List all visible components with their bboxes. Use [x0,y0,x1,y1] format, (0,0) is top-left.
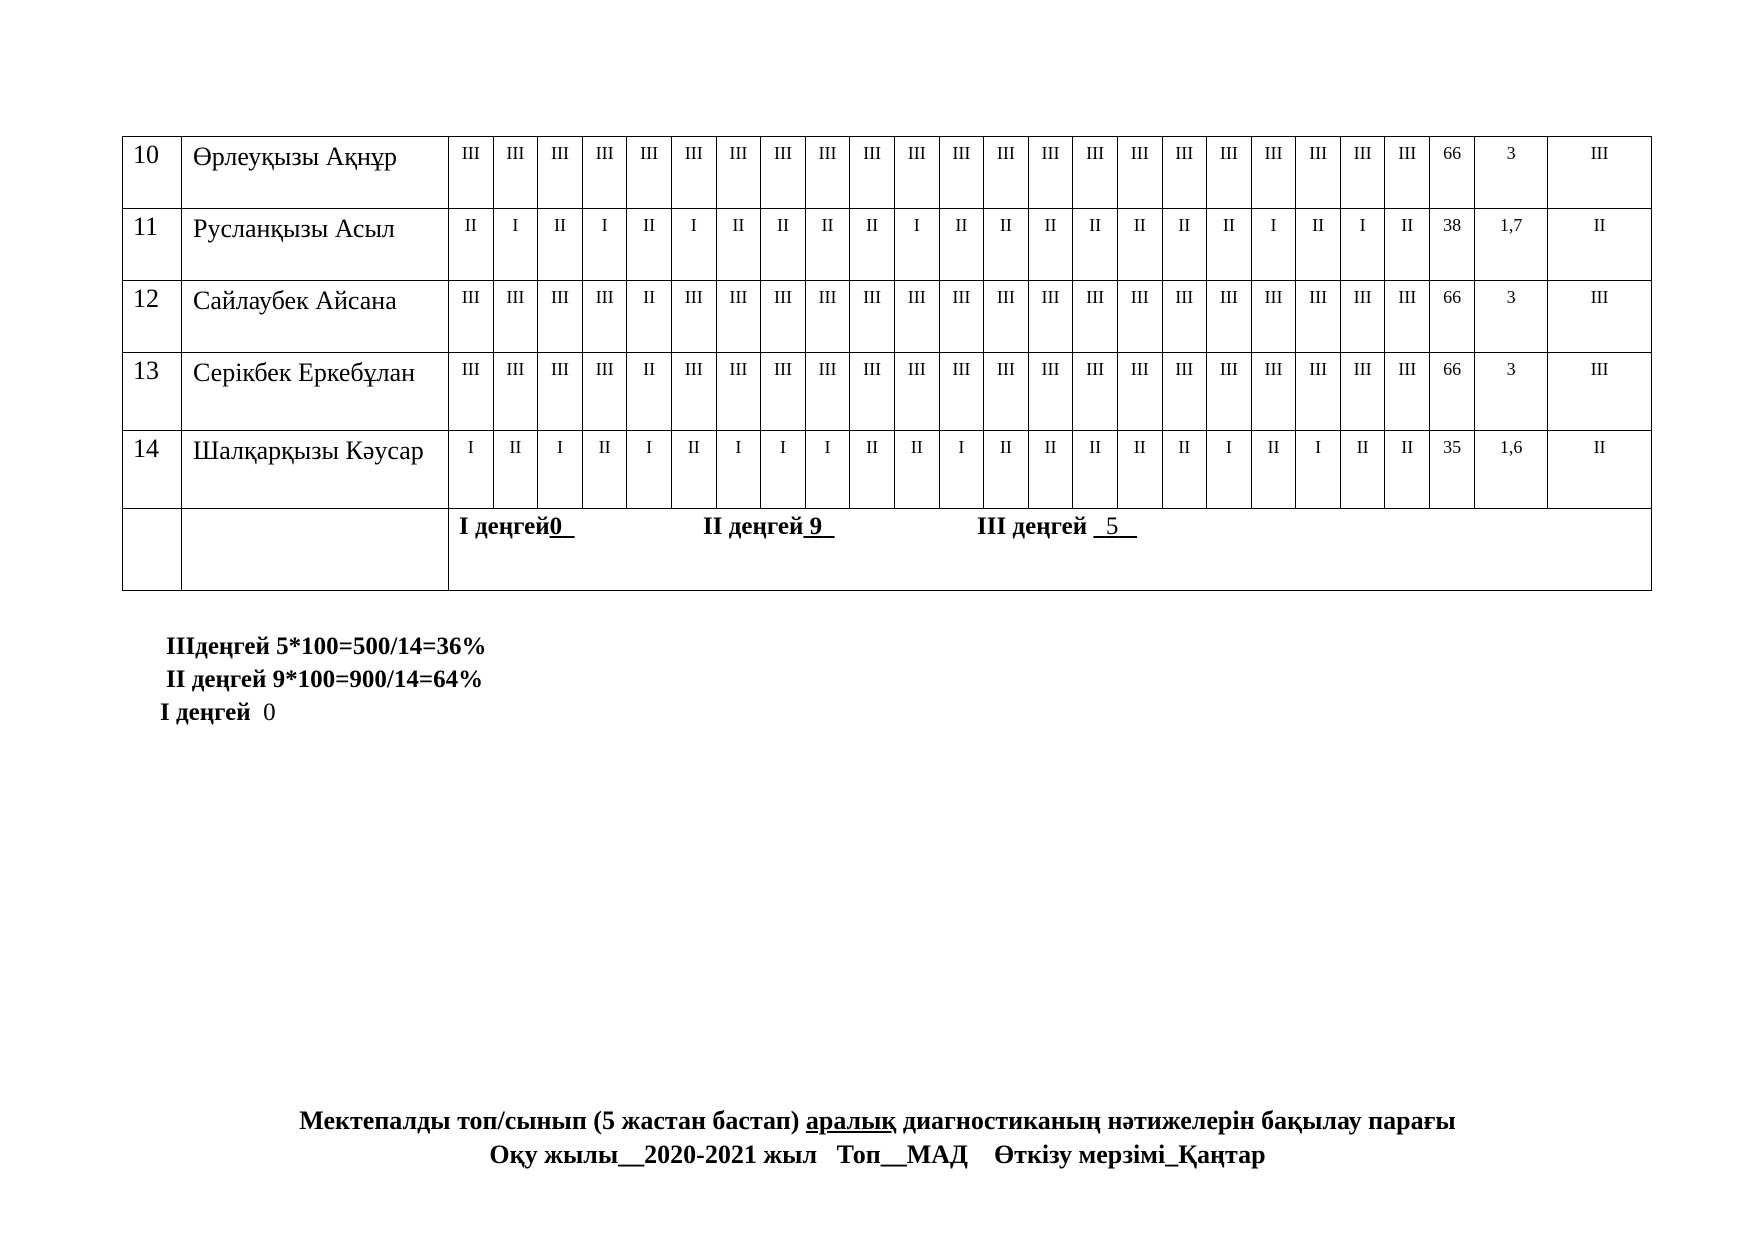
mark-cell: I [1207,431,1252,509]
calc-level-1-value: 0 [263,699,276,726]
mark-cell: III [1028,281,1073,353]
mark-cell: III [716,353,761,431]
row-number: 12 [123,281,182,353]
mark-cell: III [1162,281,1207,353]
mark-cell: III [984,353,1029,431]
mark-cell: II [449,209,494,281]
mark-cell: I [894,209,939,281]
calc-level-1-label: I деңгей [160,699,251,726]
mark-cell: III [1073,353,1118,431]
table-row [123,209,1652,281]
mark-cell: III [538,353,583,431]
mark-cell: III [1340,353,1385,431]
summary-level-1 [459,513,703,541]
group-label: Топ__ [836,1140,907,1169]
level-cell: III [1548,281,1652,353]
title-underlined: аралық [805,1106,897,1135]
mark-cell: III [1028,353,1073,431]
mark-cell: I [716,431,761,509]
mark-cell: III [1117,137,1162,209]
mark-cell: II [984,431,1029,509]
mark-cell: II [627,353,672,431]
mark-cell: II [1162,431,1207,509]
total-score: 66 [1430,353,1475,431]
mark-cell: III [939,137,984,209]
mark-cell: III [1117,353,1162,431]
mark-cell: I [538,431,583,509]
mark-cell: III [1296,137,1341,209]
row-number: 10 [123,137,182,209]
mark-cell: III [493,353,538,431]
mark-cell: III [805,281,850,353]
mark-cell: III [850,353,895,431]
mark-cell: II [939,209,984,281]
mark-cell: III [538,281,583,353]
empty-cell [182,509,449,591]
average-score: 1,6 [1475,431,1548,509]
mark-cell: II [1028,209,1073,281]
level-2-count: 9 [809,513,823,540]
mark-cell: I [1340,209,1385,281]
mark-cell: II [1073,209,1118,281]
child-name: Сайлаубек Айсана [182,281,449,353]
mark-cell: III [493,137,538,209]
mark-cell: II [1117,209,1162,281]
mark-cell: I [627,431,672,509]
row-number: 14 [123,431,182,509]
child-name: Русланқызы Асыл [182,209,449,281]
mark-cell: II [984,209,1029,281]
level-2-label: II деңгей [703,513,804,540]
mark-cell: III [761,281,806,353]
level-cell: II [1548,431,1652,509]
total-score: 66 [1430,281,1475,353]
mark-cell: II [850,209,895,281]
summary-level-3 [977,513,1137,541]
total-score: 35 [1430,431,1475,509]
mark-cell: III [671,137,716,209]
mark-cell: I [449,431,494,509]
mark-cell: III [1207,353,1252,431]
mark-cell: III [1207,281,1252,353]
mark-cell: II [1385,431,1430,509]
mark-cell: III [1296,281,1341,353]
sheet-meta [0,1138,1755,1172]
mark-cell: II [538,209,583,281]
table-row [123,353,1652,431]
mark-cell: III [449,281,494,353]
percentage-calculation [0,630,487,729]
mark-cell: II [1073,431,1118,509]
title-part-1: Мектепалды топ/сынып (5 жастан бастап) [299,1106,800,1135]
mark-cell: II [493,431,538,509]
mark-cell: III [939,353,984,431]
title-part-2: диагностиканың нәтижелерін бақылау парағы [902,1106,1456,1135]
mark-cell: III [894,353,939,431]
mark-cell: II [1117,431,1162,509]
mark-cell: III [805,353,850,431]
total-score: 38 [1430,209,1475,281]
mark-cell: I [493,209,538,281]
empty-cell [123,509,182,591]
mark-cell: III [761,353,806,431]
mark-cell: II [582,431,627,509]
mark-cell: III [850,281,895,353]
mark-cell: III [582,353,627,431]
mark-cell: II [627,209,672,281]
mark-cell: II [761,209,806,281]
mark-cell: II [1296,209,1341,281]
mark-cell: III [1251,137,1296,209]
mark-cell: III [1028,137,1073,209]
mark-cell: II [1162,209,1207,281]
mark-cell: II [1340,431,1385,509]
level-3-count: 5 [1105,513,1119,540]
mark-cell: III [538,137,583,209]
document-footer [0,1104,1755,1172]
mark-cell: II [850,431,895,509]
year-value: 2020-2021 жыл [644,1140,818,1169]
mark-cell: III [984,137,1029,209]
level-1-count: 0 [549,513,563,540]
calc-level-1 [160,696,481,729]
level-cell: III [1548,353,1652,431]
calc-level-2: II деңгей 9*100=900/14=64% [166,666,484,693]
level-cell: II [1548,209,1652,281]
total-score: 66 [1430,137,1475,209]
year-label: Оқу жылы__ [489,1140,645,1169]
average-score: 3 [1475,281,1548,353]
term-value: Қаңтар [1178,1140,1266,1169]
mark-cell: I [1251,209,1296,281]
summary-level-2 [703,513,977,541]
mark-cell: I [1296,431,1341,509]
mark-cell: III [1117,281,1162,353]
group-value: МАД [906,1140,968,1169]
mark-cell: III [582,137,627,209]
mark-cell: II [1207,209,1252,281]
mark-cell: II [716,209,761,281]
table-row [123,431,1652,509]
mark-cell: III [1073,281,1118,353]
child-name: Өрлеуқызы Ақнұр [182,137,449,209]
average-score: 3 [1475,137,1548,209]
mark-cell: III [671,353,716,431]
table-row [123,137,1652,209]
summary-row [123,509,1652,591]
mark-cell: II [627,281,672,353]
mark-cell: III [761,137,806,209]
mark-cell: III [716,281,761,353]
mark-cell: I [805,431,850,509]
mark-cell: III [1296,353,1341,431]
mark-cell: III [493,281,538,353]
mark-cell: III [449,137,494,209]
table-row [123,281,1652,353]
mark-cell: III [627,137,672,209]
mark-cell: III [1207,137,1252,209]
child-name: Шалқарқызы Кәусар [182,431,449,509]
mark-cell: III [1162,137,1207,209]
mark-cell: III [1385,137,1430,209]
calc-level-3: IIIдеңгей 5*100=500/14=36% [166,633,487,660]
mark-cell: II [805,209,850,281]
mark-cell: III [716,137,761,209]
average-score: 1,7 [1475,209,1548,281]
child-name: Серікбек Еркебұлан [182,353,449,431]
mark-cell: III [894,281,939,353]
mark-cell: III [671,281,716,353]
mark-cell: I [582,209,627,281]
mark-cell: III [1340,137,1385,209]
mark-cell: III [1251,281,1296,353]
mark-cell: III [984,281,1029,353]
mark-cell: III [1385,353,1430,431]
mark-cell: I [939,431,984,509]
average-score: 3 [1475,353,1548,431]
mark-cell: III [1340,281,1385,353]
mark-cell: II [1028,431,1073,509]
level-summary [449,509,1652,591]
mark-cell: III [449,353,494,431]
mark-cell: III [1162,353,1207,431]
mark-cell: III [894,137,939,209]
mark-cell: I [761,431,806,509]
mark-cell: III [805,137,850,209]
mark-cell: II [894,431,939,509]
mark-cell: II [671,431,716,509]
mark-cell: III [582,281,627,353]
level-1-label: I деңгей [459,513,550,540]
term-label: Өткізу мерзімі_ [993,1140,1179,1169]
sheet-title [0,1104,1755,1138]
mark-cell: I [671,209,716,281]
mark-cell: III [850,137,895,209]
row-number: 13 [123,353,182,431]
mark-cell: II [1251,431,1296,509]
mark-cell: III [1073,137,1118,209]
level-3-label: III деңгей [977,513,1088,540]
results-table [122,136,1652,591]
mark-cell: III [1251,353,1296,431]
mark-cell: II [1385,209,1430,281]
mark-cell: III [1385,281,1430,353]
row-number: 11 [123,209,182,281]
level-cell: III [1548,137,1652,209]
mark-cell: III [939,281,984,353]
